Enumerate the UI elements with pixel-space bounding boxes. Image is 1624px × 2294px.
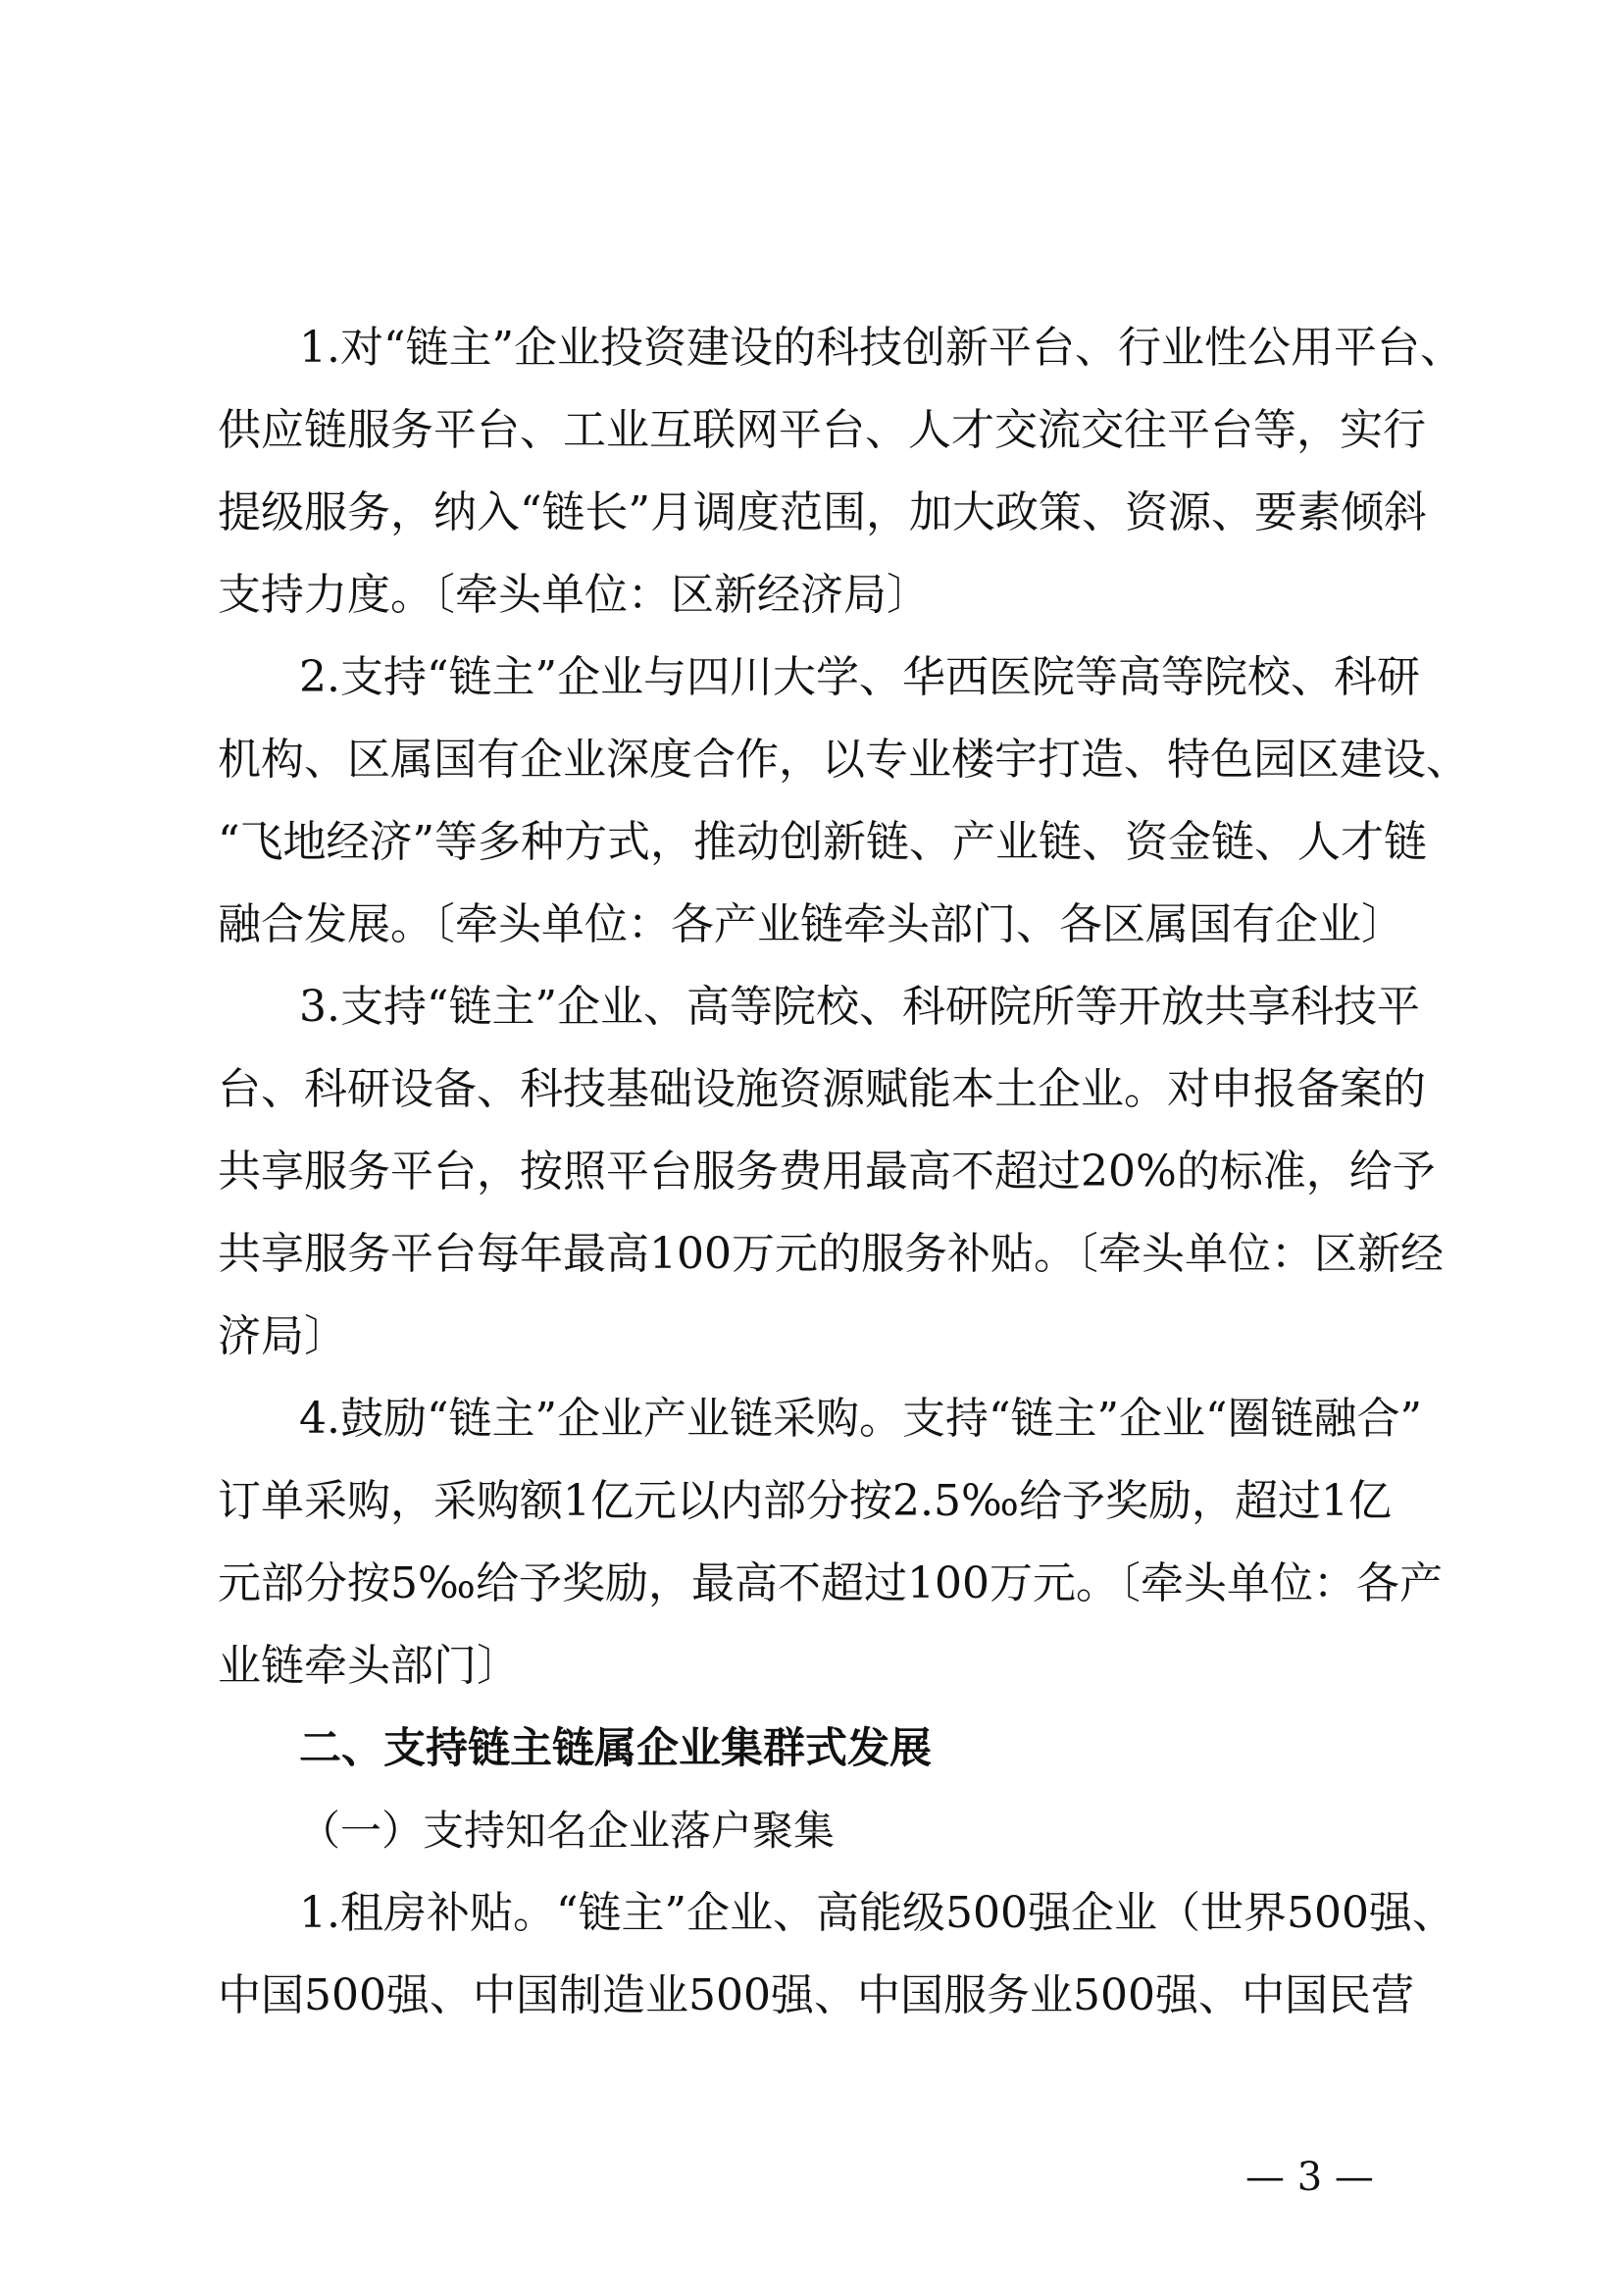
text-line: 供应链服务平台、工业互联网平台、人才交流交往平台等，实行 [218,405,1426,455]
subsection-heading-text: （一）支持知名企业落户聚集 [299,1807,836,1855]
paragraph-5-line-2 [0,1957,1624,2035]
page-number: — 3 — [1245,2155,1374,2200]
section-heading-text: 二、支持链主链属企业集群式发展 [299,1724,932,1773]
text-line: 提级服务，纳入“链长”月调度范围，加大政策、资源、要素倾斜 [218,487,1427,537]
paragraph-3-line-2 [0,1050,1624,1129]
paragraph-1-line-1 [0,309,1624,387]
paragraph-2-line-2 [0,721,1624,799]
paragraph-4-line-2 [0,1462,1624,1541]
paragraph-5-line-1 [0,1874,1624,1953]
text-line: 共享服务平台每年最高100万元的服务补贴。〔牵头单位：区新经 [218,1229,1444,1279]
paragraph-2-line-1 [0,638,1624,717]
text-line: 中国500强、中国制造业500强、中国服务业500强、中国民营 [218,1970,1414,2020]
paragraph-3-line-4 [0,1215,1624,1294]
text-line: 融合发展。〔牵头单位：各产业链牵头部门、各区属国有企业〕 [218,899,1404,949]
paragraph-3-line-5 [0,1298,1624,1376]
text-line: 订单采购，采购额1亿元以内部分按2.5‰给予奖励，超过1亿 [218,1476,1392,1526]
text-line: 台、科研设备、科技基础设施资源赋能本土企业。对申报备案的 [218,1064,1426,1114]
text-line: 支持力度。〔牵头单位：区新经济局〕 [218,570,930,620]
section-heading [0,1709,1624,1788]
subsection-heading [0,1792,1624,1870]
paragraph-1-line-2 [0,391,1624,470]
paragraph-3-line-3 [0,1133,1624,1211]
text-line: “飞地经济”等多种方式，推动创新链、产业链、资金链、人才链 [218,817,1427,867]
text-line: 机构、区属国有企业深度合作，以专业楼宇打造、特色园区建设、 [218,735,1469,785]
text-line: 1.租房补贴。“链主”企业、高能级500强企业（世界500强、 [299,1888,1455,1938]
text-line: 2.支持“链主”企业与四川大学、华西医院等高等院校、科研 [299,652,1420,702]
text-line: 1.对“链主”企业投资建设的科技创新平台、行业性公用平台、 [299,323,1463,373]
paragraph-2-line-3 [0,803,1624,882]
text-line: 3.支持“链主”企业、高等院校、科研院所等开放共享科技平 [299,982,1420,1032]
text-line: 元部分按5‰给予奖励，最高不超过100万元。〔牵头单位：各产 [218,1558,1444,1608]
text-line: 济局〕 [218,1311,347,1361]
text-line: 共享服务平台，按照平台服务费用最高不超过20%的标准，给予 [218,1147,1436,1197]
paragraph-4-line-1 [0,1380,1624,1458]
text-line: 4.鼓励“链主”企业产业链采购。支持“链主”企业“圈链融合” [299,1394,1422,1444]
paragraph-3-line-1 [0,968,1624,1046]
paragraph-2-line-4 [0,886,1624,964]
paragraph-1-line-4 [0,556,1624,635]
paragraph-1-line-3 [0,474,1624,552]
paragraph-4-line-4 [0,1627,1624,1706]
text-line: 业链牵头部门〕 [218,1641,520,1691]
paragraph-4-line-3 [0,1545,1624,1623]
